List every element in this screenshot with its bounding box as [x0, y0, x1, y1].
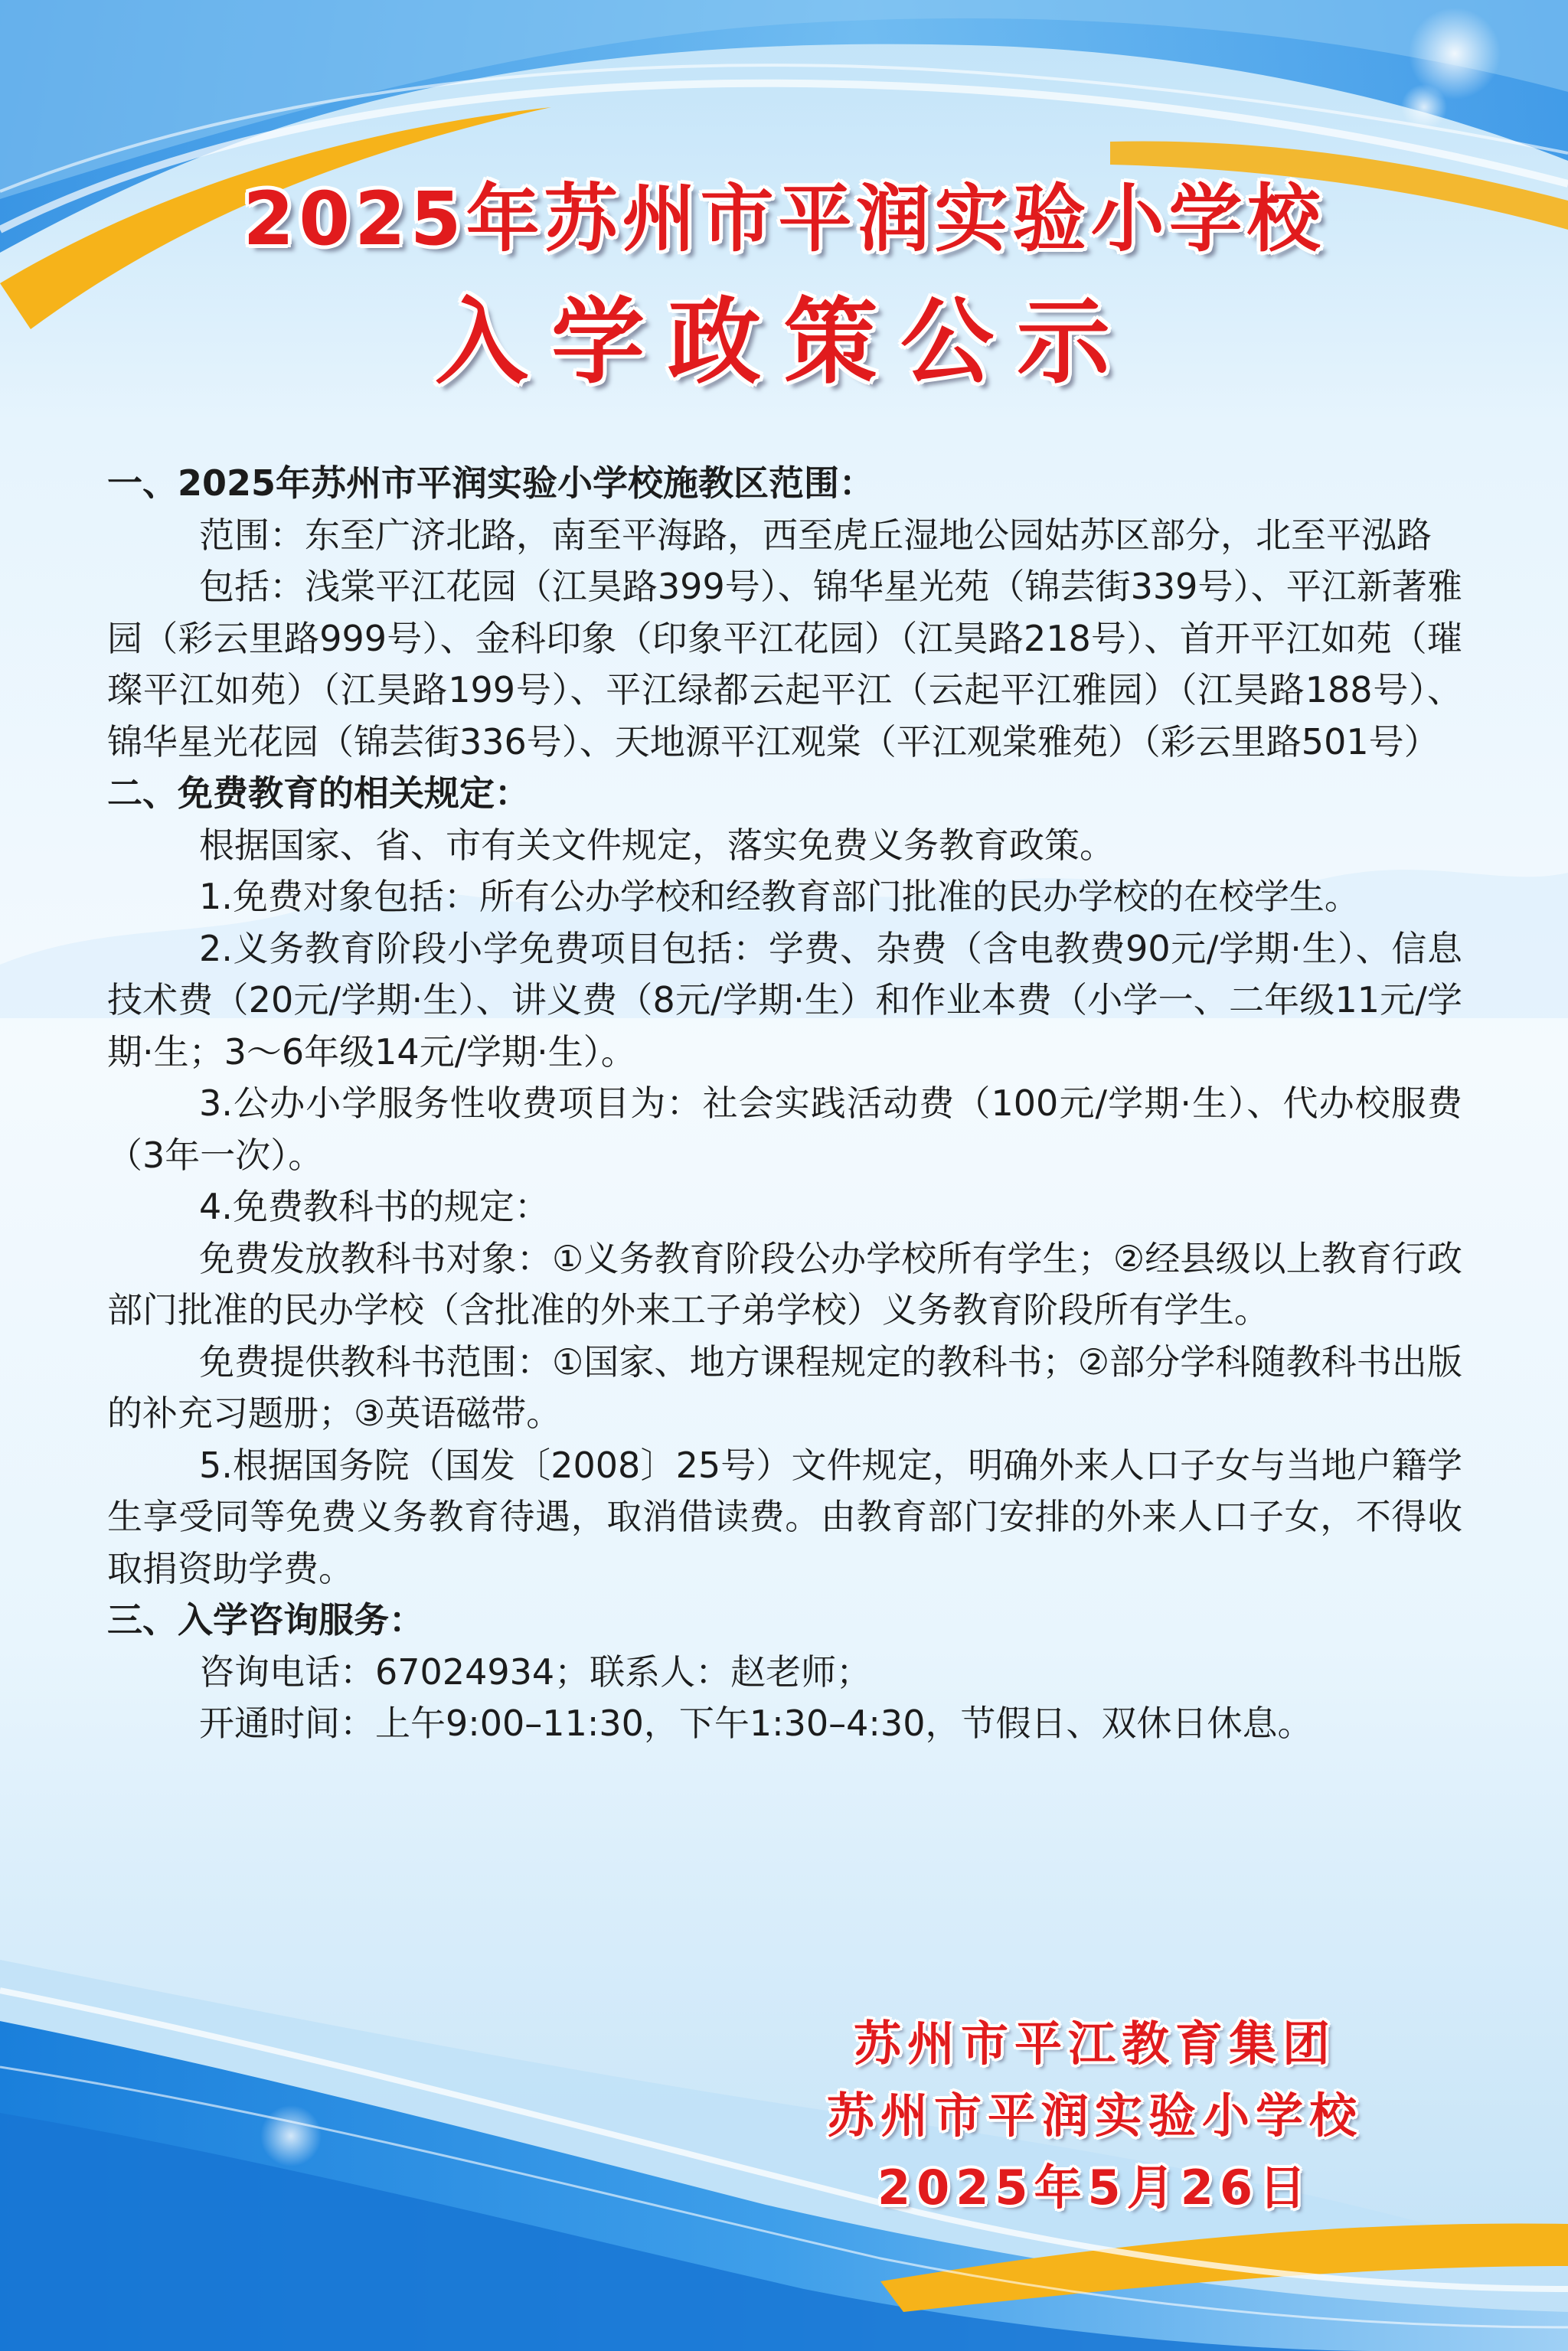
paragraph-free-intro: 根据国家、省、市有关文件规定，落实免费义务教育政策。: [199, 824, 1115, 866]
paragraph-district-range: 范围：东至广济北路，南至平海路，西至虎丘湿地公园姑苏区部分，北至平泓路: [199, 514, 1432, 556]
paragraph-free-item-4: 4.免费教科书的规定：: [199, 1186, 550, 1227]
section-heading-consultation: 三、入学咨询服务：: [107, 1599, 424, 1641]
paragraph-free-item-2: 2.义务教育阶段小学免费项目包括：学费、杂费（含电教费90元/学期·生）、信息技术费（20元/学期·生）、讲义费（8元/学期·生）和作业本费（小学一、二年级11元/学期·生；3～6年级14元/学期·生）。: [107, 927, 1462, 1073]
section-heading-free-education: 二、免费教育的相关规定：: [107, 772, 530, 814]
paragraph-textbook-scope: 免费提供教科书范围：①国家、地方课程规定的教科书；②部分学科随教科书出版的补充习题册；③英语磁带。: [107, 1340, 1462, 1434]
section-heading-district: 一、2025年苏州市平润实验小学校施教区范围：: [107, 462, 875, 504]
paragraph-free-item-3: 3.公办小学服务性收费项目为：社会实践活动费（100元/学期·生）、代办校服费（3年一次）。: [107, 1082, 1462, 1176]
signature-org-group: 苏州市平江教育集团: [853, 2016, 1336, 2072]
poster-title-line1: 2025年苏州市平润实验小学校: [243, 176, 1325, 262]
paragraph-free-item-1: 1.免费对象包括：所有公办学校和经教育部门批准的民办学校的在校学生。: [199, 876, 1360, 917]
poster-title-line2: 入学政策公示: [435, 288, 1133, 397]
paragraph-district-communities: 包括：浅棠平江花园（江昊路399号）、锦华星光苑（锦芸街339号）、平江新著雅园（彩云里路999号）、金科印象（印象平江花园）（江昊路218号）、首开平江如苑（璀璨平江如苑）（江昊路199号）、平江绿都云起平江（云起平江雅园）（江昊路188号）、锦华星光花园（锦芸街336号）、天地源平江观棠（平江观棠雅苑）（彩云里路501号）: [107, 566, 1462, 762]
paragraph-textbook-recipients: 免费发放教科书对象：①义务教育阶段公办学校所有学生；②经县级以上教育行政部门批准的民办学校（含批准的外来工子弟学校）义务教育阶段所有学生。: [107, 1237, 1462, 1331]
policy-content: [107, 458, 1462, 1750]
signature-org-school: 苏州市平润实验小学校: [826, 2088, 1363, 2144]
signature-date: 2025年5月26日: [877, 2160, 1312, 2215]
paragraph-free-item-5: 5.根据国务院（国发〔2008〕25号）文件规定，明确外来人口子女与当地户籍学生享受同等免费义务教育待遇，取消借读费。由教育部门安排的外来人口子女，不得收取捐资助学费。: [107, 1444, 1462, 1589]
paragraph-consult-hours: 开通时间：上午9:00–11:30，下午1:30–4:30，节假日、双休日休息。: [199, 1703, 1313, 1744]
paragraph-consult-phone: 咨询电话：67024934；联系人：赵老师；: [199, 1651, 872, 1693]
